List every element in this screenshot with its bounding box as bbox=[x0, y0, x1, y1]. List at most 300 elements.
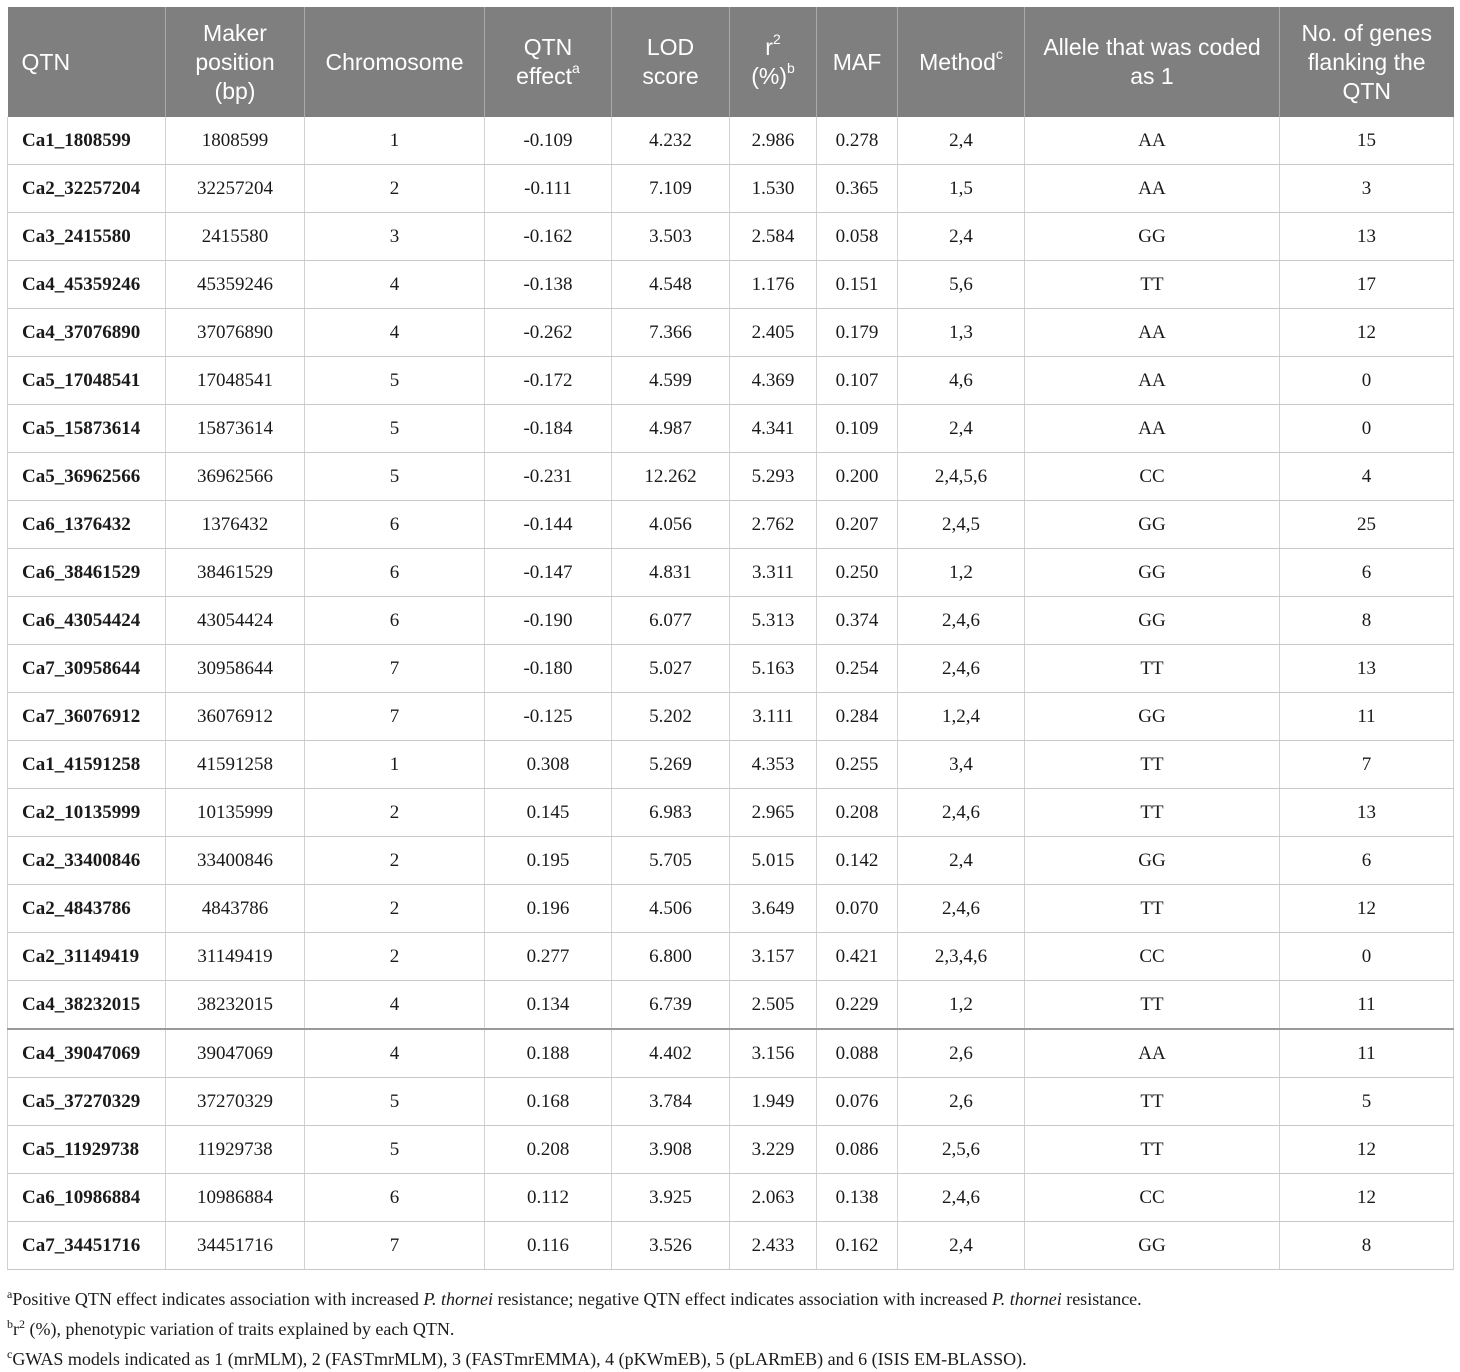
cell-method: 2,4 bbox=[898, 837, 1025, 885]
cell-lod: 3.526 bbox=[612, 1222, 730, 1270]
cell-r2: 1.530 bbox=[730, 165, 817, 213]
cell-maf: 0.088 bbox=[817, 1029, 898, 1078]
cell-allele: GG bbox=[1025, 549, 1280, 597]
cell-allele: TT bbox=[1025, 1078, 1280, 1126]
cell-lod: 3.925 bbox=[612, 1174, 730, 1222]
cell-allele: TT bbox=[1025, 741, 1280, 789]
cell-lod: 7.109 bbox=[612, 165, 730, 213]
cell-maf: 0.254 bbox=[817, 645, 898, 693]
cell-qtn: Ca7_30958644 bbox=[8, 645, 166, 693]
cell-genes: 8 bbox=[1280, 597, 1454, 645]
cell-maf: 0.284 bbox=[817, 693, 898, 741]
cell-genes: 12 bbox=[1280, 1174, 1454, 1222]
cell-position: 10135999 bbox=[166, 789, 305, 837]
table-row bbox=[8, 1126, 1454, 1174]
cell-chromosome: 2 bbox=[305, 933, 485, 981]
cell-position: 4843786 bbox=[166, 885, 305, 933]
cell-method: 2,4 bbox=[898, 1222, 1025, 1270]
cell-lod: 6.077 bbox=[612, 597, 730, 645]
cell-method: 3,4 bbox=[898, 741, 1025, 789]
cell-r2: 2.584 bbox=[730, 213, 817, 261]
cell-effect: -0.262 bbox=[485, 309, 612, 357]
cell-genes: 12 bbox=[1280, 885, 1454, 933]
cell-qtn: Ca5_11929738 bbox=[8, 1126, 166, 1174]
col-header-lod bbox=[612, 7, 730, 117]
cell-lod: 4.232 bbox=[612, 117, 730, 165]
cell-genes: 8 bbox=[1280, 1222, 1454, 1270]
table-row bbox=[8, 789, 1454, 837]
cell-position: 31149419 bbox=[166, 933, 305, 981]
cell-qtn: Ca6_10986884 bbox=[8, 1174, 166, 1222]
cell-position: 10986884 bbox=[166, 1174, 305, 1222]
cell-qtn: Ca3_2415580 bbox=[8, 213, 166, 261]
cell-genes: 6 bbox=[1280, 549, 1454, 597]
cell-position: 39047069 bbox=[166, 1029, 305, 1078]
cell-qtn: Ca2_32257204 bbox=[8, 165, 166, 213]
table-row bbox=[8, 357, 1454, 405]
cell-maf: 0.142 bbox=[817, 837, 898, 885]
cell-lod: 6.983 bbox=[612, 789, 730, 837]
cell-allele: TT bbox=[1025, 645, 1280, 693]
cell-position: 45359246 bbox=[166, 261, 305, 309]
cell-lod: 5.269 bbox=[612, 741, 730, 789]
col-header-r2-pct: (%) bbox=[751, 63, 787, 89]
cell-lod: 3.784 bbox=[612, 1078, 730, 1126]
cell-allele: CC bbox=[1025, 1174, 1280, 1222]
cell-lod: 4.599 bbox=[612, 357, 730, 405]
cell-method: 4,6 bbox=[898, 357, 1025, 405]
cell-position: 37270329 bbox=[166, 1078, 305, 1126]
cell-qtn: Ca5_17048541 bbox=[8, 357, 166, 405]
cell-maf: 0.086 bbox=[817, 1126, 898, 1174]
footnote-a-species-2: P. thornei bbox=[992, 1289, 1062, 1309]
cell-method: 2,4,6 bbox=[898, 645, 1025, 693]
cell-effect: 0.134 bbox=[485, 981, 612, 1030]
table-row bbox=[8, 1029, 1454, 1078]
table-row bbox=[8, 165, 1454, 213]
cell-chromosome: 2 bbox=[305, 885, 485, 933]
cell-genes: 15 bbox=[1280, 117, 1454, 165]
cell-r2: 1.949 bbox=[730, 1078, 817, 1126]
cell-r2: 2.986 bbox=[730, 117, 817, 165]
col-header-position bbox=[166, 7, 305, 117]
col-header-genes bbox=[1280, 7, 1454, 117]
cell-lod: 6.739 bbox=[612, 981, 730, 1030]
cell-method: 2,4,6 bbox=[898, 885, 1025, 933]
col-header-qtn bbox=[8, 7, 166, 117]
cell-effect: -0.231 bbox=[485, 453, 612, 501]
cell-maf: 0.200 bbox=[817, 453, 898, 501]
cell-method: 1,3 bbox=[898, 309, 1025, 357]
footnote-b-mark: b bbox=[7, 1317, 13, 1331]
table-row bbox=[8, 645, 1454, 693]
footnote-a-species-1: P. thornei bbox=[423, 1289, 494, 1309]
cell-qtn: Ca5_15873614 bbox=[8, 405, 166, 453]
cell-allele: AA bbox=[1025, 165, 1280, 213]
table-row bbox=[8, 549, 1454, 597]
table-row bbox=[8, 741, 1454, 789]
cell-chromosome: 6 bbox=[305, 1174, 485, 1222]
footnote-marker-b: b bbox=[786, 60, 795, 77]
cell-r2: 5.163 bbox=[730, 645, 817, 693]
cell-r2: 2.965 bbox=[730, 789, 817, 837]
table-row bbox=[8, 405, 1454, 453]
cell-qtn: Ca2_33400846 bbox=[8, 837, 166, 885]
footnote-marker-c: c bbox=[995, 45, 1003, 62]
cell-allele: GG bbox=[1025, 213, 1280, 261]
cell-genes: 6 bbox=[1280, 837, 1454, 885]
cell-maf: 0.374 bbox=[817, 597, 898, 645]
cell-effect: -0.111 bbox=[485, 165, 612, 213]
cell-r2: 2.063 bbox=[730, 1174, 817, 1222]
table-body bbox=[8, 117, 1454, 1270]
cell-qtn: Ca5_36962566 bbox=[8, 453, 166, 501]
footnote-c-mark: c bbox=[7, 1347, 13, 1361]
qtn-table-container bbox=[7, 7, 1453, 1270]
header-row bbox=[8, 7, 1454, 117]
cell-method: 2,4 bbox=[898, 117, 1025, 165]
cell-method: 1,2 bbox=[898, 981, 1025, 1030]
cell-position: 32257204 bbox=[166, 165, 305, 213]
cell-chromosome: 7 bbox=[305, 645, 485, 693]
cell-maf: 0.278 bbox=[817, 117, 898, 165]
cell-method: 2,4,6 bbox=[898, 1174, 1025, 1222]
cell-allele: TT bbox=[1025, 885, 1280, 933]
col-header-qtn-label: QTN bbox=[21, 48, 71, 75]
footnote-a-text-2: resistance; negative QTN effect indicates association with increased bbox=[493, 1289, 993, 1309]
cell-r2: 3.649 bbox=[730, 885, 817, 933]
footnote-marker-a: a bbox=[572, 60, 580, 77]
cell-qtn: Ca6_43054424 bbox=[8, 597, 166, 645]
col-header-r2 bbox=[730, 7, 817, 117]
table-header bbox=[8, 7, 1454, 117]
cell-position: 30958644 bbox=[166, 645, 305, 693]
cell-maf: 0.138 bbox=[817, 1174, 898, 1222]
cell-method: 1,5 bbox=[898, 165, 1025, 213]
cell-chromosome: 7 bbox=[305, 1222, 485, 1270]
cell-maf: 0.208 bbox=[817, 789, 898, 837]
qtn-table bbox=[7, 7, 1454, 1270]
cell-genes: 17 bbox=[1280, 261, 1454, 309]
cell-effect: -0.190 bbox=[485, 597, 612, 645]
col-header-chromosome-label: Chromosome bbox=[325, 48, 464, 75]
cell-qtn: Ca6_38461529 bbox=[8, 549, 166, 597]
cell-lod: 5.027 bbox=[612, 645, 730, 693]
cell-effect: 0.196 bbox=[485, 885, 612, 933]
cell-position: 17048541 bbox=[166, 357, 305, 405]
cell-genes: 13 bbox=[1280, 645, 1454, 693]
cell-method: 1,2 bbox=[898, 549, 1025, 597]
cell-maf: 0.250 bbox=[817, 549, 898, 597]
table-row bbox=[8, 693, 1454, 741]
col-header-chromosome bbox=[305, 7, 485, 117]
cell-chromosome: 2 bbox=[305, 789, 485, 837]
cell-chromosome: 5 bbox=[305, 453, 485, 501]
cell-method: 2,6 bbox=[898, 1029, 1025, 1078]
cell-effect: -0.125 bbox=[485, 693, 612, 741]
cell-chromosome: 1 bbox=[305, 117, 485, 165]
table-row bbox=[8, 933, 1454, 981]
cell-allele: AA bbox=[1025, 357, 1280, 405]
table-row bbox=[8, 453, 1454, 501]
cell-position: 36076912 bbox=[166, 693, 305, 741]
cell-qtn: Ca1_1808599 bbox=[8, 117, 166, 165]
cell-allele: TT bbox=[1025, 789, 1280, 837]
cell-maf: 0.151 bbox=[817, 261, 898, 309]
cell-genes: 0 bbox=[1280, 405, 1454, 453]
col-header-effect-label: QTN effect bbox=[516, 34, 573, 89]
cell-maf: 0.109 bbox=[817, 405, 898, 453]
cell-maf: 0.076 bbox=[817, 1078, 898, 1126]
cell-effect: -0.162 bbox=[485, 213, 612, 261]
cell-allele: AA bbox=[1025, 405, 1280, 453]
cell-genes: 11 bbox=[1280, 1029, 1454, 1078]
cell-r2: 3.311 bbox=[730, 549, 817, 597]
cell-lod: 4.056 bbox=[612, 501, 730, 549]
cell-maf: 0.421 bbox=[817, 933, 898, 981]
cell-position: 43054424 bbox=[166, 597, 305, 645]
cell-chromosome: 2 bbox=[305, 837, 485, 885]
cell-effect: 0.195 bbox=[485, 837, 612, 885]
cell-effect: -0.144 bbox=[485, 501, 612, 549]
cell-r2: 3.157 bbox=[730, 933, 817, 981]
cell-position: 15873614 bbox=[166, 405, 305, 453]
cell-position: 33400846 bbox=[166, 837, 305, 885]
cell-position: 38461529 bbox=[166, 549, 305, 597]
cell-r2: 2.405 bbox=[730, 309, 817, 357]
cell-effect: -0.184 bbox=[485, 405, 612, 453]
table-row bbox=[8, 213, 1454, 261]
cell-effect: 0.116 bbox=[485, 1222, 612, 1270]
cell-genes: 3 bbox=[1280, 165, 1454, 213]
cell-genes: 12 bbox=[1280, 309, 1454, 357]
col-header-allele bbox=[1025, 7, 1280, 117]
cell-position: 37076890 bbox=[166, 309, 305, 357]
col-header-allele-label: Allele that was coded as 1 bbox=[1043, 34, 1261, 89]
cell-qtn: Ca6_1376432 bbox=[8, 501, 166, 549]
footnote-b bbox=[7, 1312, 1453, 1342]
col-header-genes-label: No. of genes flanking the QTN bbox=[1301, 19, 1432, 104]
footnote-b-exponent: 2 bbox=[19, 1317, 25, 1331]
cell-position: 34451716 bbox=[166, 1222, 305, 1270]
col-header-method-label: Method bbox=[919, 48, 996, 75]
cell-qtn: Ca2_10135999 bbox=[8, 789, 166, 837]
table-row bbox=[8, 309, 1454, 357]
col-header-maf-label: MAF bbox=[832, 48, 882, 75]
cell-position: 41591258 bbox=[166, 741, 305, 789]
cell-r2: 5.293 bbox=[730, 453, 817, 501]
cell-lod: 5.705 bbox=[612, 837, 730, 885]
cell-chromosome: 4 bbox=[305, 1029, 485, 1078]
cell-genes: 12 bbox=[1280, 1126, 1454, 1174]
cell-r2: 3.111 bbox=[730, 693, 817, 741]
cell-lod: 6.800 bbox=[612, 933, 730, 981]
cell-allele: AA bbox=[1025, 1029, 1280, 1078]
cell-chromosome: 1 bbox=[305, 741, 485, 789]
cell-method: 2,3,4,6 bbox=[898, 933, 1025, 981]
cell-allele: TT bbox=[1025, 1126, 1280, 1174]
cell-genes: 11 bbox=[1280, 981, 1454, 1030]
cell-qtn: Ca4_39047069 bbox=[8, 1029, 166, 1078]
cell-lod: 5.202 bbox=[612, 693, 730, 741]
col-header-lod-label: LOD score bbox=[642, 34, 699, 89]
footnote-a bbox=[7, 1282, 1453, 1312]
cell-chromosome: 5 bbox=[305, 1078, 485, 1126]
cell-maf: 0.107 bbox=[817, 357, 898, 405]
cell-allele: GG bbox=[1025, 693, 1280, 741]
cell-genes: 0 bbox=[1280, 357, 1454, 405]
footnote-c bbox=[7, 1342, 1453, 1372]
cell-allele: TT bbox=[1025, 981, 1280, 1030]
cell-lod: 3.503 bbox=[612, 213, 730, 261]
cell-maf: 0.207 bbox=[817, 501, 898, 549]
table-row bbox=[8, 885, 1454, 933]
cell-chromosome: 4 bbox=[305, 981, 485, 1030]
cell-genes: 11 bbox=[1280, 693, 1454, 741]
cell-qtn: Ca1_41591258 bbox=[8, 741, 166, 789]
cell-position: 2415580 bbox=[166, 213, 305, 261]
cell-effect: 0.208 bbox=[485, 1126, 612, 1174]
cell-lod: 4.402 bbox=[612, 1029, 730, 1078]
cell-effect: -0.180 bbox=[485, 645, 612, 693]
cell-method: 2,6 bbox=[898, 1078, 1025, 1126]
cell-chromosome: 2 bbox=[305, 165, 485, 213]
table-row bbox=[8, 837, 1454, 885]
cell-allele: AA bbox=[1025, 309, 1280, 357]
cell-chromosome: 4 bbox=[305, 261, 485, 309]
cell-genes: 13 bbox=[1280, 789, 1454, 837]
cell-maf: 0.365 bbox=[817, 165, 898, 213]
cell-maf: 0.179 bbox=[817, 309, 898, 357]
cell-qtn: Ca7_34451716 bbox=[8, 1222, 166, 1270]
table-row bbox=[8, 117, 1454, 165]
cell-r2: 2.762 bbox=[730, 501, 817, 549]
cell-lod: 3.908 bbox=[612, 1126, 730, 1174]
cell-effect: -0.138 bbox=[485, 261, 612, 309]
cell-qtn: Ca4_45359246 bbox=[8, 261, 166, 309]
cell-effect: 0.277 bbox=[485, 933, 612, 981]
col-header-r2-exponent: 2 bbox=[772, 31, 781, 48]
cell-method: 2,4 bbox=[898, 213, 1025, 261]
cell-method: 1,2,4 bbox=[898, 693, 1025, 741]
cell-allele: CC bbox=[1025, 453, 1280, 501]
footnotes bbox=[7, 1282, 1453, 1372]
cell-effect: 0.112 bbox=[485, 1174, 612, 1222]
table-row bbox=[8, 1174, 1454, 1222]
cell-position: 38232015 bbox=[166, 981, 305, 1030]
cell-r2: 5.313 bbox=[730, 597, 817, 645]
col-header-r2-r: r bbox=[765, 34, 773, 60]
cell-lod: 4.506 bbox=[612, 885, 730, 933]
cell-r2: 3.156 bbox=[730, 1029, 817, 1078]
footnote-b-r: r bbox=[13, 1319, 19, 1339]
cell-chromosome: 6 bbox=[305, 549, 485, 597]
cell-maf: 0.255 bbox=[817, 741, 898, 789]
cell-allele: GG bbox=[1025, 501, 1280, 549]
cell-r2: 2.505 bbox=[730, 981, 817, 1030]
cell-position: 36962566 bbox=[166, 453, 305, 501]
cell-method: 5,6 bbox=[898, 261, 1025, 309]
col-header-method bbox=[898, 7, 1025, 117]
cell-chromosome: 5 bbox=[305, 405, 485, 453]
cell-allele: TT bbox=[1025, 261, 1280, 309]
cell-method: 2,4,6 bbox=[898, 597, 1025, 645]
cell-position: 11929738 bbox=[166, 1126, 305, 1174]
footnote-a-text-1: Positive QTN effect indicates association with increased bbox=[12, 1289, 424, 1309]
footnote-a-mark: a bbox=[7, 1287, 13, 1301]
cell-qtn: Ca4_38232015 bbox=[8, 981, 166, 1030]
cell-chromosome: 3 bbox=[305, 213, 485, 261]
table-row bbox=[8, 1222, 1454, 1270]
cell-r2: 3.229 bbox=[730, 1126, 817, 1174]
cell-r2: 4.341 bbox=[730, 405, 817, 453]
cell-effect: -0.147 bbox=[485, 549, 612, 597]
cell-chromosome: 7 bbox=[305, 693, 485, 741]
cell-chromosome: 6 bbox=[305, 501, 485, 549]
cell-effect: 0.145 bbox=[485, 789, 612, 837]
cell-qtn: Ca2_4843786 bbox=[8, 885, 166, 933]
cell-r2: 2.433 bbox=[730, 1222, 817, 1270]
footnote-b-text: (%), phenotypic variation of traits explained by each QTN. bbox=[25, 1319, 455, 1339]
cell-qtn: Ca4_37076890 bbox=[8, 309, 166, 357]
cell-chromosome: 4 bbox=[305, 309, 485, 357]
cell-method: 2,4,6 bbox=[898, 789, 1025, 837]
cell-lod: 4.548 bbox=[612, 261, 730, 309]
cell-lod: 7.366 bbox=[612, 309, 730, 357]
col-header-effect bbox=[485, 7, 612, 117]
cell-allele: GG bbox=[1025, 837, 1280, 885]
cell-genes: 13 bbox=[1280, 213, 1454, 261]
cell-r2: 1.176 bbox=[730, 261, 817, 309]
cell-chromosome: 6 bbox=[305, 597, 485, 645]
footnote-c-text: GWAS models indicated as 1 (mrMLM), 2 (FASTmrMLM), 3 (FASTmrEMMA), 4 (pKWmEB), 5 (pLARmEB) and 6 (ISIS EM-BLASSO). bbox=[12, 1349, 1027, 1369]
cell-effect: 0.168 bbox=[485, 1078, 612, 1126]
table-row bbox=[8, 1078, 1454, 1126]
table-row bbox=[8, 261, 1454, 309]
cell-qtn: Ca2_31149419 bbox=[8, 933, 166, 981]
cell-position: 1376432 bbox=[166, 501, 305, 549]
cell-genes: 25 bbox=[1280, 501, 1454, 549]
cell-allele: AA bbox=[1025, 117, 1280, 165]
col-header-maf bbox=[817, 7, 898, 117]
cell-method: 2,4 bbox=[898, 405, 1025, 453]
cell-allele: GG bbox=[1025, 597, 1280, 645]
cell-allele: GG bbox=[1025, 1222, 1280, 1270]
cell-r2: 4.369 bbox=[730, 357, 817, 405]
cell-position: 1808599 bbox=[166, 117, 305, 165]
table-row bbox=[8, 501, 1454, 549]
cell-genes: 0 bbox=[1280, 933, 1454, 981]
cell-genes: 4 bbox=[1280, 453, 1454, 501]
cell-method: 2,5,6 bbox=[898, 1126, 1025, 1174]
cell-r2: 4.353 bbox=[730, 741, 817, 789]
cell-maf: 0.229 bbox=[817, 981, 898, 1030]
col-header-position-label: Maker position (bp) bbox=[195, 19, 275, 104]
cell-maf: 0.162 bbox=[817, 1222, 898, 1270]
cell-qtn: Ca7_36076912 bbox=[8, 693, 166, 741]
cell-effect: -0.109 bbox=[485, 117, 612, 165]
cell-lod: 4.987 bbox=[612, 405, 730, 453]
cell-effect: -0.172 bbox=[485, 357, 612, 405]
cell-lod: 12.262 bbox=[612, 453, 730, 501]
table-row bbox=[8, 597, 1454, 645]
cell-lod: 4.831 bbox=[612, 549, 730, 597]
cell-method: 2,4,5,6 bbox=[898, 453, 1025, 501]
cell-genes: 7 bbox=[1280, 741, 1454, 789]
cell-qtn: Ca5_37270329 bbox=[8, 1078, 166, 1126]
cell-genes: 5 bbox=[1280, 1078, 1454, 1126]
cell-r2: 5.015 bbox=[730, 837, 817, 885]
